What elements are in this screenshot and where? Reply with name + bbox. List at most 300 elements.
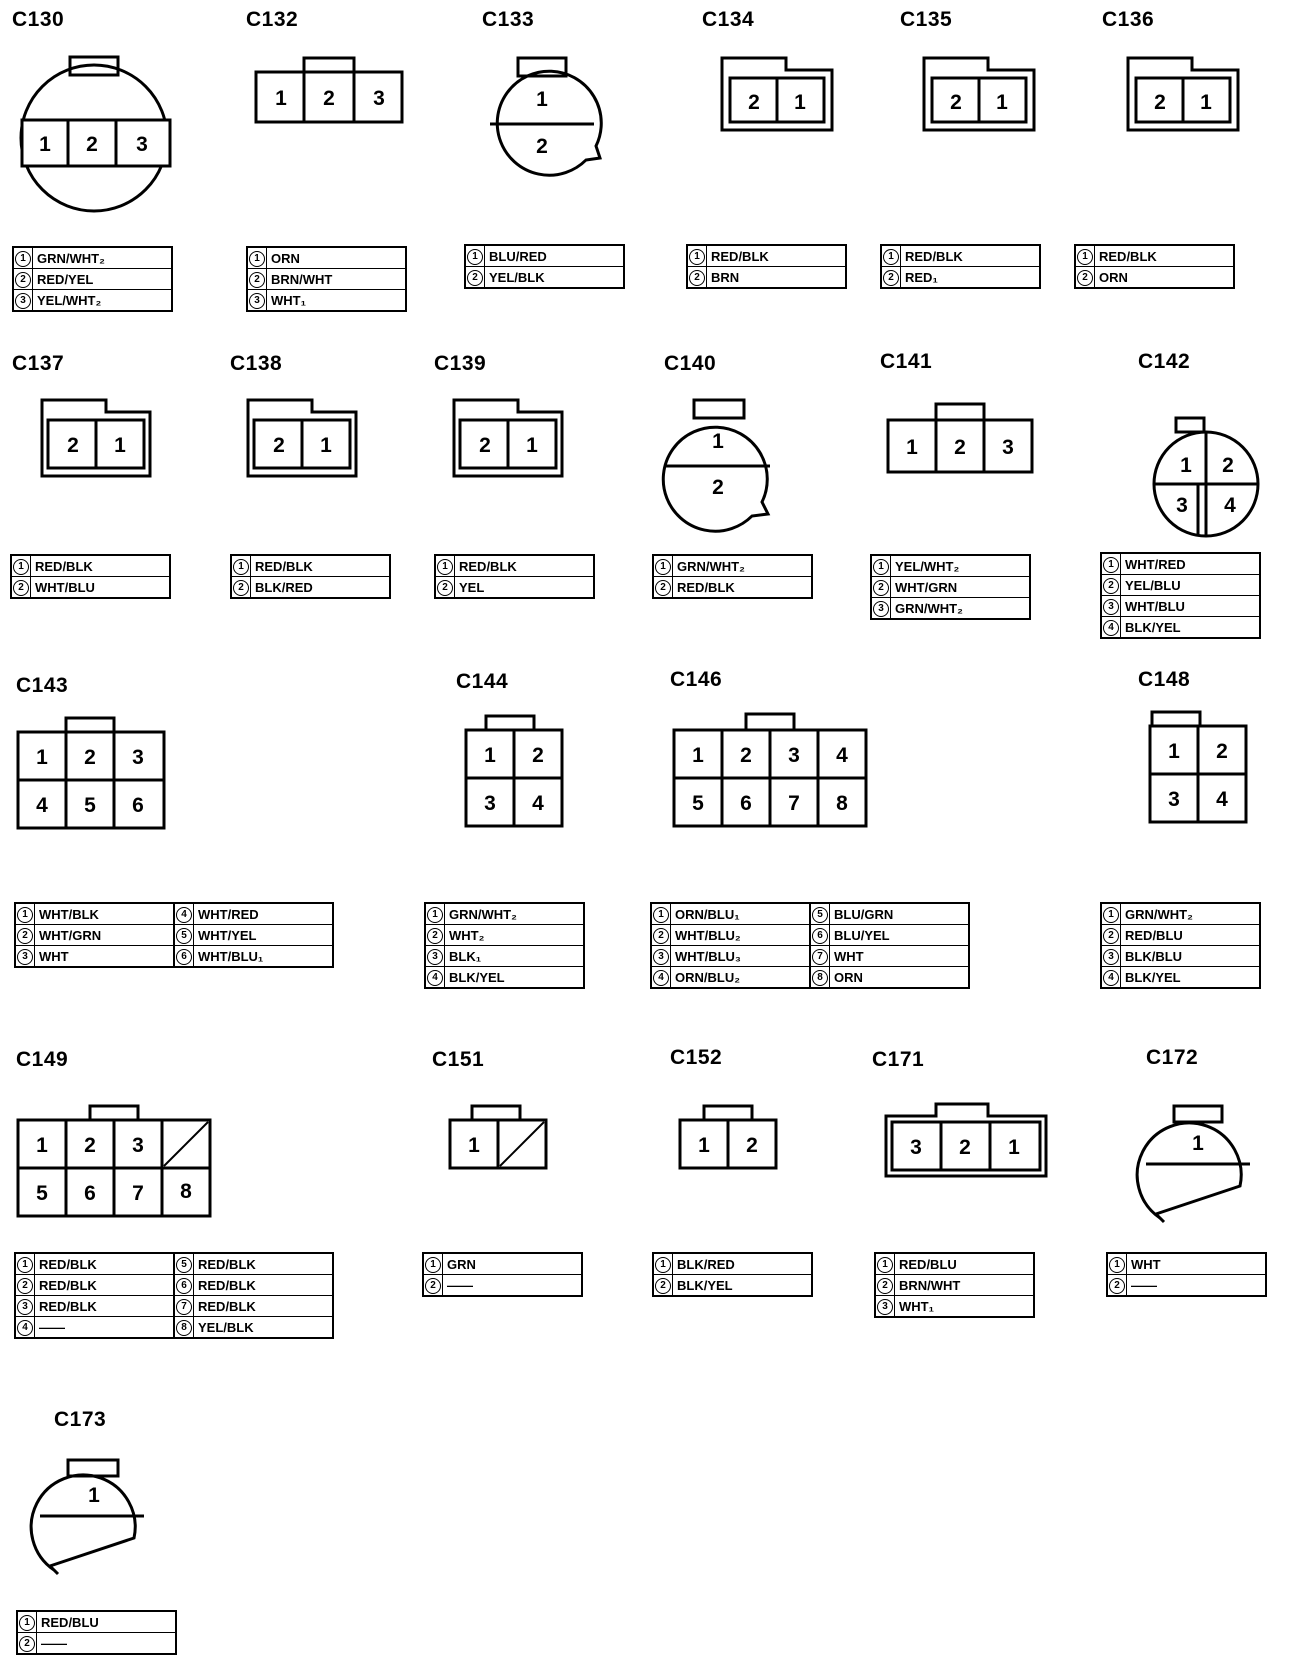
pin-label: 6 bbox=[84, 1182, 96, 1205]
pin-number-icon: 2 bbox=[873, 580, 889, 596]
pin-label: 1 bbox=[698, 1134, 710, 1157]
pin-label: 2 bbox=[84, 1134, 96, 1157]
table-row bbox=[1107, 1275, 1266, 1297]
wire-table-c136 bbox=[1074, 244, 1235, 289]
pin-number-icon: 7 bbox=[812, 949, 828, 965]
table-row bbox=[15, 903, 333, 925]
table-row bbox=[651, 925, 969, 946]
pin-label: 3 bbox=[484, 792, 496, 815]
connector-c140-face bbox=[663, 400, 770, 531]
table-row bbox=[231, 555, 390, 577]
wire-table-c173 bbox=[16, 1610, 177, 1655]
pin-number-icon: 2 bbox=[877, 1278, 893, 1294]
connector-c134-face bbox=[722, 58, 832, 130]
wire-color: GRN/WHT₂ bbox=[1121, 903, 1261, 925]
table-row bbox=[247, 269, 406, 290]
wire-table-c171 bbox=[874, 1252, 1035, 1318]
pin-number-icon: 3 bbox=[653, 949, 669, 965]
table-row bbox=[881, 267, 1040, 289]
wire-color: WHT/RED bbox=[194, 903, 334, 925]
pin-number-icon: 2 bbox=[19, 1636, 35, 1652]
table-row bbox=[11, 555, 170, 577]
connector-c148-face bbox=[1150, 712, 1246, 822]
pin-number-icon: 1 bbox=[249, 251, 265, 267]
pin-number-icon: 3 bbox=[17, 1299, 33, 1315]
pin-number-icon: 8 bbox=[812, 970, 828, 986]
table-row bbox=[875, 1275, 1034, 1296]
pin-number-icon: 3 bbox=[1103, 949, 1119, 965]
pin-number-icon: 1 bbox=[19, 1615, 35, 1631]
pin-label: 2 bbox=[536, 135, 548, 158]
pin-label: 2 bbox=[959, 1136, 971, 1159]
pin-number-icon: 6 bbox=[176, 1278, 192, 1294]
pin-number-icon: 4 bbox=[427, 970, 443, 986]
wire-color: BLK/BLU bbox=[1121, 946, 1261, 967]
table-row bbox=[1107, 1253, 1266, 1275]
wire-color: WHT bbox=[830, 946, 970, 967]
table-row bbox=[1101, 617, 1260, 639]
table-row bbox=[875, 1296, 1034, 1318]
pin-label: 3 bbox=[1168, 788, 1180, 811]
table-row bbox=[435, 577, 594, 599]
table-row bbox=[13, 290, 172, 312]
wire-color: ORN/BLU₂ bbox=[671, 967, 811, 989]
wire-color: BLU/RED bbox=[485, 245, 625, 267]
table-row bbox=[1101, 553, 1260, 575]
pin-number-icon: 1 bbox=[437, 559, 453, 575]
table-row bbox=[15, 1253, 333, 1275]
pin-label: 6 bbox=[740, 792, 752, 815]
pin-number-icon: 1 bbox=[655, 559, 671, 575]
connector-title-c133: C133 bbox=[482, 8, 535, 31]
pin-label: 2 bbox=[746, 1134, 758, 1157]
connector-title-c149: C149 bbox=[16, 1048, 69, 1071]
table-row bbox=[1101, 575, 1260, 596]
pin-label: 3 bbox=[1176, 494, 1188, 517]
wire-table-c134 bbox=[686, 244, 847, 289]
connector-title-c136: C136 bbox=[1102, 8, 1155, 31]
connector-c149-face bbox=[18, 1106, 210, 1216]
wire-color: WHT/BLU bbox=[1121, 596, 1261, 617]
wire-table-c140 bbox=[652, 554, 813, 599]
table-row bbox=[1075, 245, 1234, 267]
pin-number-icon: 1 bbox=[15, 251, 31, 267]
wire-color: WHT/GRN bbox=[891, 577, 1031, 598]
table-row bbox=[13, 247, 172, 269]
wire-color: WHT/YEL bbox=[194, 925, 334, 946]
wire-color: GRN/WHT₂ bbox=[673, 555, 813, 577]
pin-label: 2 bbox=[67, 434, 79, 457]
wire-color: RED/BLU bbox=[895, 1253, 1035, 1275]
wire-color: WHT/GRN bbox=[35, 925, 175, 946]
wire-color: BLK/YEL bbox=[673, 1275, 813, 1297]
pin-label: 1 bbox=[468, 1134, 480, 1157]
pin-number-icon: 3 bbox=[873, 601, 889, 617]
pin-label: 2 bbox=[740, 744, 752, 767]
table-row bbox=[651, 967, 969, 989]
pin-number-icon: 3 bbox=[427, 949, 443, 965]
pin-number-icon: 1 bbox=[653, 907, 669, 923]
wire-table-c152 bbox=[652, 1252, 813, 1297]
pin-label: 4 bbox=[1224, 494, 1236, 517]
pin-label: 3 bbox=[132, 1134, 144, 1157]
table-row bbox=[425, 903, 584, 925]
table-row bbox=[871, 555, 1030, 577]
pin-number-icon: 5 bbox=[176, 928, 192, 944]
connector-c141-face bbox=[888, 404, 1032, 472]
table-row bbox=[13, 269, 172, 290]
table-row bbox=[1101, 596, 1260, 617]
connector-c143-face bbox=[18, 718, 164, 828]
pin-label: 5 bbox=[692, 792, 704, 815]
connector-c173-face bbox=[31, 1460, 144, 1574]
pin-label: 2 bbox=[532, 744, 544, 767]
connector-title-c152: C152 bbox=[670, 1046, 723, 1069]
wire-color: WHT₂ bbox=[445, 925, 585, 946]
pin-number-icon: 2 bbox=[13, 580, 29, 596]
pin-label: 1 bbox=[1168, 740, 1180, 763]
connector-title-c146: C146 bbox=[670, 668, 723, 691]
connector-title-c171: C171 bbox=[872, 1048, 925, 1071]
pin-label: 1 bbox=[794, 91, 806, 114]
connector-title-c148: C148 bbox=[1138, 668, 1191, 691]
wire-color: WHT bbox=[35, 946, 175, 968]
pin-number-icon: 1 bbox=[873, 559, 889, 575]
table-row bbox=[881, 245, 1040, 267]
wire-color: —— bbox=[1127, 1275, 1267, 1297]
pin-label: 7 bbox=[132, 1182, 144, 1205]
pin-label: 2 bbox=[712, 476, 724, 499]
pin-number-icon: 2 bbox=[233, 580, 249, 596]
wire-color: YEL/BLK bbox=[485, 267, 625, 289]
pin-number-icon: 3 bbox=[1103, 599, 1119, 615]
connector-c144-face bbox=[466, 716, 562, 826]
connector-title-c143: C143 bbox=[16, 674, 69, 697]
wire-table-c132 bbox=[246, 246, 407, 312]
table-row bbox=[687, 267, 846, 289]
table-row bbox=[435, 555, 594, 577]
connector-c137-face bbox=[42, 400, 150, 476]
pin-label: 1 bbox=[1200, 91, 1212, 114]
table-row bbox=[653, 1253, 812, 1275]
pin-label: 1 bbox=[996, 91, 1008, 114]
wire-color: BLU/YEL bbox=[830, 925, 970, 946]
table-row bbox=[231, 577, 390, 599]
pin-label: 4 bbox=[836, 744, 848, 767]
wire-color: GRN/WHT₂ bbox=[33, 247, 173, 269]
pin-label: 2 bbox=[950, 91, 962, 114]
pin-number-icon: 1 bbox=[689, 249, 705, 265]
connector-c142-face bbox=[1154, 418, 1258, 536]
pin-number-icon: 4 bbox=[1103, 620, 1119, 636]
table-row bbox=[871, 598, 1030, 620]
pin-label: 2 bbox=[1154, 91, 1166, 114]
wire-color: WHT/RED bbox=[1121, 553, 1261, 575]
table-row bbox=[15, 925, 333, 946]
table-row bbox=[423, 1275, 582, 1297]
wire-color: BLK₁ bbox=[445, 946, 585, 967]
pin-number-icon: 2 bbox=[1103, 578, 1119, 594]
pin-label: 1 bbox=[526, 434, 538, 457]
table-row bbox=[875, 1253, 1034, 1275]
pin-label: 4 bbox=[1216, 788, 1228, 811]
pin-number-icon: 2 bbox=[653, 928, 669, 944]
connector-c133-face bbox=[490, 58, 601, 175]
wire-color: GRN/WHT₂ bbox=[445, 903, 585, 925]
wire-table-c143 bbox=[14, 902, 334, 968]
table-row bbox=[247, 247, 406, 269]
wire-color: WHT₁ bbox=[267, 290, 407, 312]
pin-number-icon: 1 bbox=[425, 1257, 441, 1273]
connector-c132-face bbox=[256, 58, 402, 122]
wire-color: WHT/BLU₂ bbox=[671, 925, 811, 946]
connector-title-c173: C173 bbox=[54, 1408, 107, 1431]
pin-number-icon: 6 bbox=[812, 928, 828, 944]
wire-color: RED/BLU bbox=[1121, 925, 1261, 946]
wire-color: BLU/GRN bbox=[830, 903, 970, 925]
pin-number-icon: 1 bbox=[877, 1257, 893, 1273]
wire-color: BLK/RED bbox=[673, 1253, 813, 1275]
pin-number-icon: 1 bbox=[883, 249, 899, 265]
pin-number-icon: 2 bbox=[15, 272, 31, 288]
table-row bbox=[17, 1633, 176, 1655]
pin-label: 1 bbox=[712, 430, 724, 453]
pin-label: 2 bbox=[1222, 454, 1234, 477]
pin-number-icon: 7 bbox=[176, 1299, 192, 1315]
pin-number-icon: 2 bbox=[17, 928, 33, 944]
pin-label: 1 bbox=[692, 744, 704, 767]
pin-number-icon: 1 bbox=[17, 1257, 33, 1273]
wire-color: BLK/YEL bbox=[1121, 967, 1261, 989]
wire-color: YEL bbox=[455, 577, 595, 599]
pin-number-icon: 2 bbox=[437, 580, 453, 596]
table-row bbox=[1101, 903, 1260, 925]
pin-label: 1 bbox=[36, 1134, 48, 1157]
table-row bbox=[247, 290, 406, 312]
wire-color: RED/BLK bbox=[673, 577, 813, 599]
wire-color: YEL/BLK bbox=[194, 1317, 334, 1339]
pin-number-icon: 5 bbox=[812, 907, 828, 923]
pin-label: 8 bbox=[180, 1180, 192, 1203]
pin-number-icon: 2 bbox=[1077, 270, 1093, 286]
pin-number-icon: 1 bbox=[1103, 907, 1119, 923]
pin-number-icon: 2 bbox=[425, 1278, 441, 1294]
pin-label: 3 bbox=[132, 746, 144, 769]
wire-color: GRN bbox=[443, 1253, 583, 1275]
table-row bbox=[653, 555, 812, 577]
pin-label: 1 bbox=[39, 133, 51, 156]
wire-color: YEL/WHT₂ bbox=[33, 290, 173, 312]
pin-number-icon: 3 bbox=[877, 1299, 893, 1315]
table-row bbox=[653, 1275, 812, 1297]
table-row bbox=[465, 245, 624, 267]
wire-table-c135 bbox=[880, 244, 1041, 289]
wire-color: RED/BLK bbox=[707, 245, 847, 267]
pin-label: 2 bbox=[1216, 740, 1228, 763]
pin-number-icon: 1 bbox=[17, 907, 33, 923]
connector-c135-face bbox=[924, 58, 1034, 130]
table-row bbox=[425, 946, 584, 967]
connector-c139-face bbox=[454, 400, 562, 476]
pin-label: 7 bbox=[788, 792, 800, 815]
pin-label: 2 bbox=[84, 746, 96, 769]
pin-number-icon: 4 bbox=[17, 1320, 33, 1336]
wire-table-c144 bbox=[424, 902, 585, 989]
pin-number-icon: 1 bbox=[1077, 249, 1093, 265]
connector-c171-face bbox=[886, 1104, 1046, 1176]
pin-label: 3 bbox=[373, 87, 385, 110]
connector-c136-face bbox=[1128, 58, 1238, 130]
connector-title-c139: C139 bbox=[434, 352, 487, 375]
table-row bbox=[425, 925, 584, 946]
table-row bbox=[15, 1317, 333, 1339]
connector-title-c137: C137 bbox=[12, 352, 65, 375]
pin-number-icon: 2 bbox=[1109, 1278, 1125, 1294]
pin-number-icon: 4 bbox=[176, 907, 192, 923]
pin-label: 6 bbox=[132, 794, 144, 817]
wire-color: BLK/YEL bbox=[1121, 617, 1261, 639]
wire-color: BRN bbox=[707, 267, 847, 289]
pin-label: 5 bbox=[36, 1182, 48, 1205]
pin-label: 1 bbox=[536, 88, 548, 111]
connector-c146-face bbox=[674, 714, 866, 826]
wire-color: WHT/BLK bbox=[35, 903, 175, 925]
pin-number-icon: 3 bbox=[15, 293, 31, 309]
wire-table-c149 bbox=[14, 1252, 334, 1339]
pin-label: 2 bbox=[86, 133, 98, 156]
wire-table-c146 bbox=[650, 902, 970, 989]
wire-color: YEL/BLU bbox=[1121, 575, 1261, 596]
table-row bbox=[653, 577, 812, 599]
pin-label: 1 bbox=[906, 436, 918, 459]
wire-color: ORN bbox=[830, 967, 970, 989]
pin-number-icon: 2 bbox=[655, 580, 671, 596]
pin-number-icon: 1 bbox=[1103, 557, 1119, 573]
wire-table-c133 bbox=[464, 244, 625, 289]
pin-number-icon: 5 bbox=[176, 1257, 192, 1273]
pin-label: 4 bbox=[36, 794, 48, 817]
wire-color: ORN bbox=[267, 247, 407, 269]
pin-label: 3 bbox=[1002, 436, 1014, 459]
pin-number-icon: 2 bbox=[1103, 928, 1119, 944]
wire-color: RED/BLK bbox=[31, 555, 171, 577]
pin-number-icon: 1 bbox=[467, 249, 483, 265]
pin-label: 2 bbox=[323, 87, 335, 110]
wire-table-c139 bbox=[434, 554, 595, 599]
wire-color: WHT₁ bbox=[895, 1296, 1035, 1318]
wire-color: —— bbox=[35, 1317, 175, 1339]
wire-color: RED/BLK bbox=[35, 1296, 175, 1317]
pin-number-icon: 2 bbox=[17, 1278, 33, 1294]
pin-label: 2 bbox=[273, 434, 285, 457]
pin-number-icon: 4 bbox=[653, 970, 669, 986]
connector-title-c134: C134 bbox=[702, 8, 755, 31]
connector-c172-face bbox=[1137, 1106, 1250, 1222]
pin-number-icon: 2 bbox=[689, 270, 705, 286]
pin-label: 2 bbox=[954, 436, 966, 459]
pin-label: 1 bbox=[1192, 1132, 1204, 1155]
wire-color: WHT/BLU₃ bbox=[671, 946, 811, 967]
wire-color: WHT bbox=[1127, 1253, 1267, 1275]
wire-color: RED/BLK bbox=[35, 1275, 175, 1296]
pin-number-icon: 1 bbox=[1109, 1257, 1125, 1273]
connector-c151-face bbox=[450, 1106, 546, 1168]
table-row bbox=[651, 946, 969, 967]
connector-title-c132: C132 bbox=[246, 8, 299, 31]
pin-label: 2 bbox=[748, 91, 760, 114]
wire-color: RED/BLK bbox=[194, 1296, 334, 1317]
wire-table-c137 bbox=[10, 554, 171, 599]
connector-title-c142: C142 bbox=[1138, 350, 1191, 373]
pin-label: 1 bbox=[88, 1484, 100, 1507]
wire-table-c172 bbox=[1106, 1252, 1267, 1297]
wire-color: —— bbox=[443, 1275, 583, 1297]
table-row bbox=[1075, 267, 1234, 289]
pin-number-icon: 1 bbox=[13, 559, 29, 575]
wire-table-c151 bbox=[422, 1252, 583, 1297]
pin-number-icon: 2 bbox=[655, 1278, 671, 1294]
wire-color: BLK/RED bbox=[251, 577, 391, 599]
wire-color: BRN/WHT bbox=[267, 269, 407, 290]
table-row bbox=[871, 577, 1030, 598]
table-row bbox=[11, 577, 170, 599]
pin-number-icon: 2 bbox=[467, 270, 483, 286]
pin-number-icon: 1 bbox=[655, 1257, 671, 1273]
pin-number-icon: 1 bbox=[233, 559, 249, 575]
pin-number-icon: 6 bbox=[176, 949, 192, 965]
connector-title-c138: C138 bbox=[230, 352, 283, 375]
connector-c152-face bbox=[680, 1106, 776, 1168]
pin-label: 2 bbox=[479, 434, 491, 457]
pin-number-icon: 4 bbox=[1103, 970, 1119, 986]
wire-color: RED/BLK bbox=[901, 245, 1041, 267]
wire-color: BRN/WHT bbox=[895, 1275, 1035, 1296]
connector-c130-face bbox=[21, 57, 170, 211]
wire-color: WHT/BLU bbox=[31, 577, 171, 599]
table-row bbox=[15, 1296, 333, 1317]
connector-title-c144: C144 bbox=[456, 670, 509, 693]
pin-label: 1 bbox=[1008, 1136, 1020, 1159]
wire-table-c148 bbox=[1100, 902, 1261, 989]
table-row bbox=[465, 267, 624, 289]
pin-number-icon: 2 bbox=[883, 270, 899, 286]
wire-table-c130 bbox=[12, 246, 173, 312]
table-row bbox=[15, 1275, 333, 1296]
wire-color: RED/BLK bbox=[194, 1275, 334, 1296]
wire-color: GRN/WHT₂ bbox=[891, 598, 1031, 620]
table-row bbox=[1101, 967, 1260, 989]
pin-number-icon: 3 bbox=[17, 949, 33, 965]
pin-number-icon: 1 bbox=[427, 907, 443, 923]
table-row bbox=[687, 245, 846, 267]
pin-label: 5 bbox=[84, 794, 96, 817]
connector-title-c140: C140 bbox=[664, 352, 717, 375]
pin-number-icon: 2 bbox=[249, 272, 265, 288]
wire-color: RED/BLK bbox=[455, 555, 595, 577]
wire-table-c141 bbox=[870, 554, 1031, 620]
wire-color: RED/YEL bbox=[33, 269, 173, 290]
pin-label: 1 bbox=[484, 744, 496, 767]
connector-title-c135: C135 bbox=[900, 8, 953, 31]
table-row bbox=[15, 946, 333, 968]
pin-number-icon: 2 bbox=[427, 928, 443, 944]
pin-label: 1 bbox=[36, 746, 48, 769]
table-row bbox=[1101, 946, 1260, 967]
pin-label: 1 bbox=[275, 87, 287, 110]
wire-color: RED/BLU bbox=[37, 1611, 177, 1633]
pin-number-icon: 8 bbox=[176, 1320, 192, 1336]
pin-label: 3 bbox=[910, 1136, 922, 1159]
